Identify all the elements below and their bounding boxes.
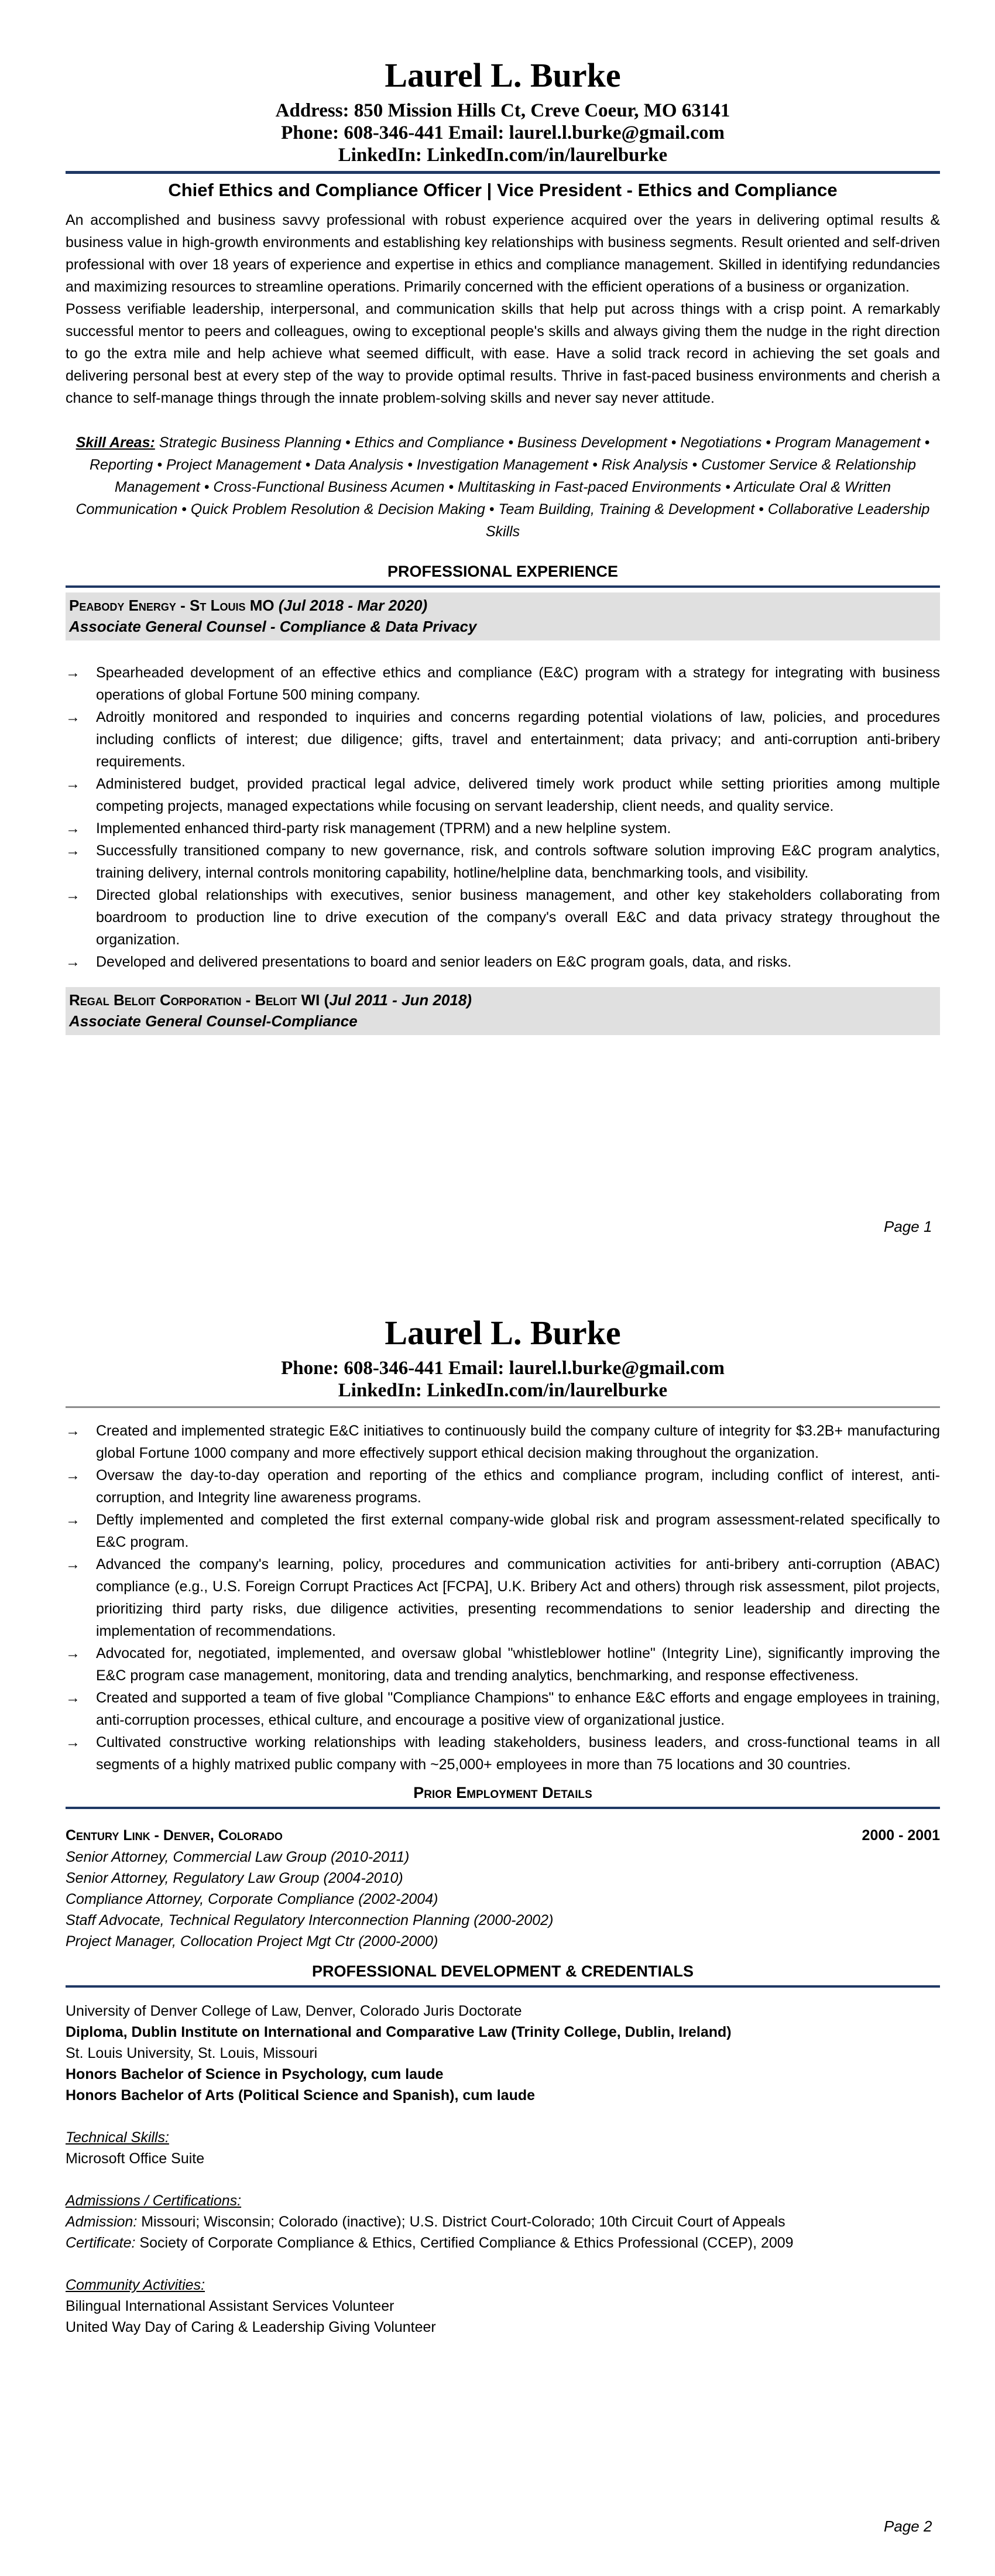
job1-company: Peabody Energy - St Louis MO — [69, 597, 275, 614]
prior-divider — [66, 1807, 940, 1809]
list-item: → Adroitly monitored and responded to inquiries and concerns regarding potential violations of law, policies, and procedures including conflicts of interest; due diligence; gifts, travel and entertainment; data privacy; and anti-corruption anti-bribery requirements. — [66, 706, 940, 773]
professional-title: Chief Ethics and Compliance Officer | Vice President - Ethics and Compliance — [168, 180, 838, 200]
list-item: → Directed global relationships with executives, senior business management, and other key stakeholders collaborating from boardroom to production line to drive execution of the company's overall E&C and data privacy strategy throughout the organization. — [66, 884, 940, 951]
community-item: Bilingual International Assistant Services Volunteer — [66, 2298, 394, 2314]
prior-dates: 2000 - 2001 — [862, 1827, 940, 1844]
page2-content — [66, 1316, 940, 2338]
list-item: → Spearheaded development of an effective ethics and compliance (E&C) program with a strategy for integrating with business operations of global Fortune 500 mining company. — [66, 662, 940, 706]
job1-role: Associate General Counsel - Compliance & Data Privacy — [69, 618, 477, 635]
job2-role: Associate General Counsel-Compliance — [69, 1012, 358, 1030]
header-divider-p2 — [66, 1406, 940, 1408]
prior-role: Staff Advocate, Technical Regulatory Interconnection Planning (2000-2002) — [66, 1912, 554, 1928]
address-line: Address: 850 Mission Hills Ct, Creve Coeur, MO 63141 — [275, 100, 730, 121]
arrow-icon: → — [66, 1556, 80, 1573]
arrow-icon: → — [66, 709, 80, 725]
certificate-label: Certificate: — [66, 2235, 136, 2251]
arrow-icon: → — [66, 1690, 80, 1706]
technical-skills-value: Microsoft Office Suite — [66, 2150, 205, 2167]
job2-header — [66, 987, 940, 1035]
community-item: United Way Day of Caring & Leadership Giving Volunteer — [66, 2319, 436, 2335]
list-item: → Created and supported a team of five global "Compliance Champions" to enhance E&C efforts and engage employees in training, anti-corruption processes, ethical culture, and encourage a positive view of organizational justice. — [66, 1687, 940, 1731]
arrow-icon: → — [66, 1467, 80, 1484]
education-line-5: Honors Bachelor of Arts (Political Science and Spanish), cum laude — [66, 2087, 536, 2104]
admissions-label: Admissions / Certifications: — [66, 2193, 242, 2209]
list-item: → Created and implemented strategic E&C initiatives to continuously build the company culture of integrity for $3.2B+ manufacturing global Fortune 1000 company and more effectively support ethical decision making throughout the organization. — [66, 1420, 940, 1464]
page1-content — [66, 56, 940, 1035]
prior-employment-heading: Prior Employment Details — [413, 1784, 592, 1801]
experience-heading: PROFESSIONAL EXPERIENCE — [387, 563, 619, 580]
job2-company: Regal Beloit Corporation - Beloit WI — [69, 991, 320, 1009]
phone-email-line-p2: Phone: 608-346-441 Email: laurel.l.burke@gmail.com — [281, 1358, 725, 1379]
prior-role: Project Manager, Collocation Project Mgt Ctr (2000-2000) — [66, 1933, 438, 1950]
certificate-value: Society of Corporate Compliance & Ethics, Certified Compliance & Ethics Professional (CCEP), 2009 — [135, 2235, 794, 2251]
job1-bullets — [66, 662, 940, 973]
education-line-2: Diploma, Dublin Institute on International and Comparative Law (Trinity College, Dublin, Ireland) — [66, 2024, 732, 2040]
list-item: → Successfully transitioned company to new governance, risk, and controls software solution improving E&C program analytics, training delivery, internal controls monitoring capability, hotline/helpline data, benchmarking tools, and visibility. — [66, 840, 940, 884]
list-item: → Deftly implemented and completed the first external company-wide global risk and program assessment-related specifically to E&C program. — [66, 1509, 940, 1553]
prior-company-row — [66, 1824, 940, 1847]
education-line-1: University of Denver College of Law, Denver, Colorado Juris Doctorate — [66, 2003, 522, 2019]
linkedin-line: LinkedIn: LinkedIn.com/in/laurelburke — [338, 145, 668, 166]
arrow-icon: → — [66, 954, 80, 970]
arrow-icon: → — [66, 1423, 80, 1439]
list-item: → Advanced the company's learning, policy, procedures and communication activities for anti-bribery anti-corruption (ABAC) compliance (e.g., U.S. Foreign Corrupt Practices Act [FCPA], U.K. Bribery Act and others) through risk assessment, pilot projects, prioritizing third party risks, due diligence activities, presenting recommendations to senior leadership and directing the implementation of recommendations. — [66, 1553, 940, 1642]
arrow-icon: → — [66, 1512, 80, 1528]
prior-role: Compliance Attorney, Corporate Compliance (2002-2004) — [66, 1891, 438, 1907]
phone-email-line: Phone: 608-346-441 Email: laurel.l.burke@gmail.com — [281, 122, 725, 143]
skill-areas-text: Strategic Business Planning • Ethics and Compliance • Business Development • Negotiations • Program Management • Reporting • Project Management • Data Analysis • Investigation Management • Risk Analysis • Customer Service & Relationship Management • Cross-Functional Business Acumen • Multitasking in Fast-paced Environments • Articulate Oral & Written Communication • Quick Problem Resolution & Decision Making • Team Building, Training & Development • Collaborative Leadership Skills — [76, 434, 930, 540]
skill-areas-label: Skill Areas: — [76, 434, 155, 451]
header-divider — [66, 171, 940, 174]
prior-company: Century Link - Denver, Colorado — [66, 1827, 283, 1844]
education-line-3: St. Louis University, St. Louis, Missouri — [66, 2045, 318, 2061]
credentials-divider — [66, 1985, 940, 1988]
job1-dates: (Jul 2018 - Mar 2020) — [278, 597, 428, 614]
arrow-icon: → — [66, 776, 80, 792]
prior-role: Senior Attorney, Regulatory Law Group (2004-2010) — [66, 1870, 403, 1886]
skill-areas — [66, 431, 940, 543]
page-number-2: Page 2 — [884, 2517, 932, 2535]
technical-skills-label: Technical Skills: — [66, 2129, 169, 2146]
linkedin-line-p2: LinkedIn: LinkedIn.com/in/laurelburke — [338, 1380, 668, 1401]
job2-company-line — [69, 989, 936, 1010]
arrow-icon: → — [66, 887, 80, 903]
job2-dates-open: ( — [324, 991, 330, 1009]
experience-divider — [66, 585, 940, 588]
certificate-line — [66, 2232, 940, 2253]
job2-dates: Jul 2011 - Jun 2018) — [329, 991, 472, 1009]
candidate-name-p2: Laurel L. Burke — [385, 1314, 621, 1352]
credentials-heading: PROFESSIONAL DEVELOPMENT & CREDENTIALS — [311, 1962, 694, 1980]
job1-company-line — [69, 595, 936, 616]
arrow-icon: → — [66, 820, 80, 837]
summary-paragraph-2: Possess verifiable leadership, interpersonal, and communication skills that help put across things with a crisp point. A remarkably successful mentor to peers and colleagues, owing to exceptional people's skills and always giving them the nudge in the right direction to go the extra mile and help achieve what seemed difficult, with ease. Have a solid track record in achieving the set goals and delivering personal best at every step of the way to provide optimal results. Thrive in fast-paced business environments and cherish a chance to self-manage things through the innate problem-solving skills and never say never attitude. — [66, 301, 940, 406]
list-item: → Cultivated constructive working relationships with leading stakeholders, business leaders, and cross-functional teams in all segments of a highly matrixed public company with ~25,000+ employees in more than 75 locations and 30 countries. — [66, 1731, 940, 1776]
list-item: → Oversaw the day-to-day operation and reporting of the ethics and compliance program, including conflict of interest, anti-corruption, and Integrity line awareness programs. — [66, 1464, 940, 1509]
list-item: → Advocated for, negotiated, implemented, and oversaw global "whistleblower hotline" (Integrity Line), significantly improving the E&C program case management, monitoring, data and trending analytics, benchmarking, and response effectiveness. — [66, 1642, 940, 1687]
job1-header — [66, 592, 940, 640]
arrow-icon: → — [66, 842, 80, 859]
education-line-4: Honors Bachelor of Science in Psychology, cum laude — [66, 2066, 444, 2082]
admission-value: Missouri; Wisconsin; Colorado (inactive); U.S. District Court-Colorado; 10th Circuit Court of Appeals — [137, 2214, 785, 2230]
arrow-icon: → — [66, 664, 80, 681]
arrow-icon: → — [66, 1734, 80, 1751]
arrow-icon: → — [66, 1645, 80, 1662]
page-number-1: Page 1 — [884, 1218, 932, 1235]
list-item: → Administered budget, provided practical legal advice, delivered timely work product while setting priorities among multiple competing projects, managed expectations while focusing on servant leadership, client needs, and quality service. — [66, 773, 940, 817]
job2-bullets — [66, 1420, 940, 1776]
admission-label: Admission: — [66, 2214, 138, 2230]
community-label: Community Activities: — [66, 2277, 205, 2293]
summary-paragraph-1: An accomplished and business savvy professional with robust experience acquired over the years in delivering optimal results & business value in high-growth environments and establishing key relationships with business segments. Result oriented and self-driven professional with over 18 years of experience and expertise in ethics and compliance management. Skilled in identifying redundancies and maximizing resources to streamline operations. Primarily concerned with the efficient operations of a business or organization. — [66, 212, 940, 295]
list-item: → Developed and delivered presentations to board and senior leaders on E&C program goals, data, and risks. — [66, 951, 940, 973]
candidate-name: Laurel L. Burke — [385, 56, 621, 94]
prior-role: Senior Attorney, Commercial Law Group (2010-2011) — [66, 1849, 410, 1865]
resume-page-2 — [0, 1288, 995, 2576]
admission-line — [66, 2211, 940, 2232]
list-item: → Implemented enhanced third-party risk management (TPRM) and a new helpline system. — [66, 817, 940, 840]
